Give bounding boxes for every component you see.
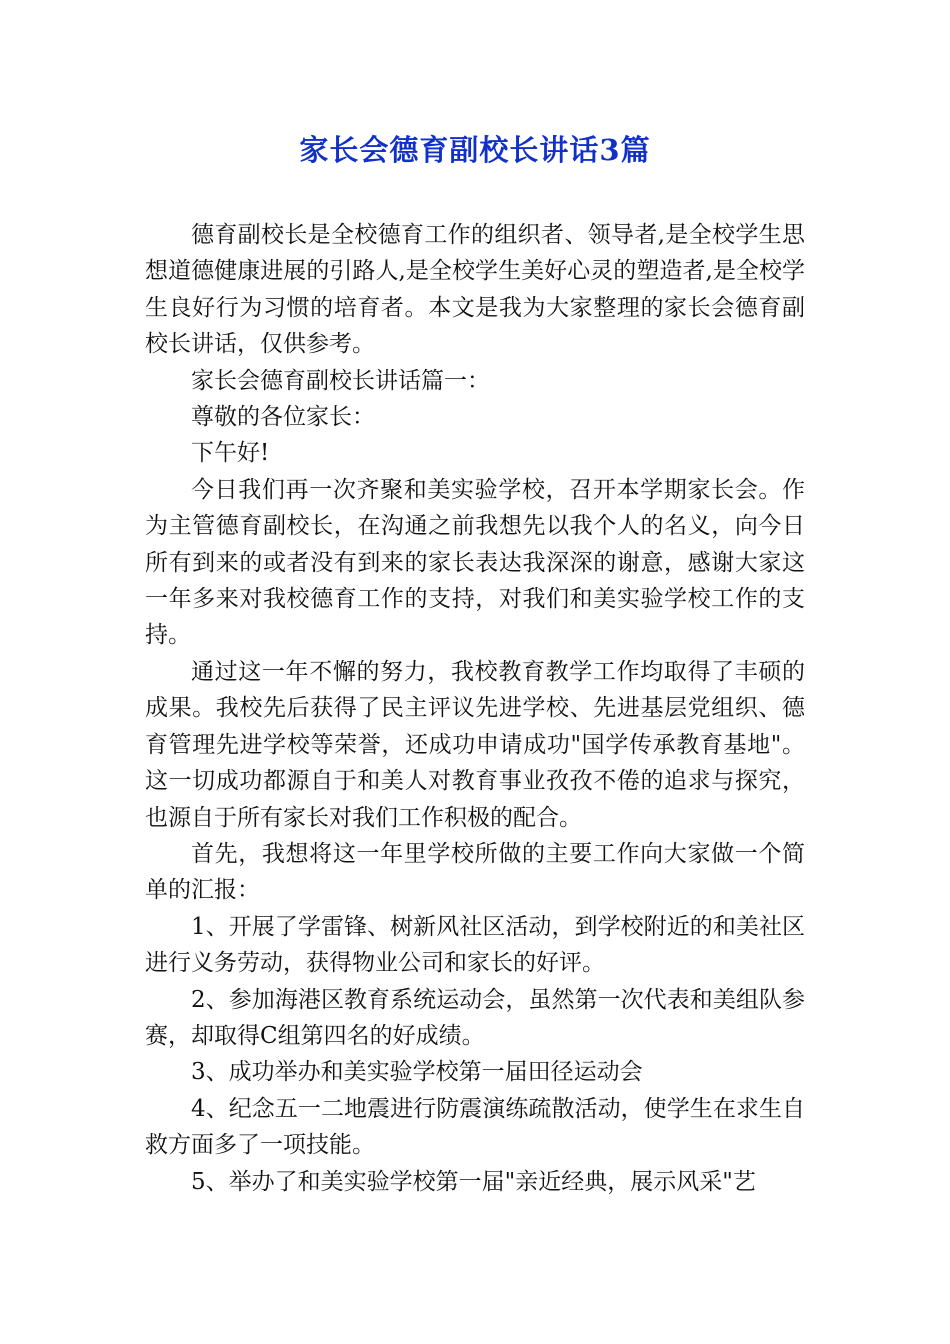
- paragraph-achievements: 通过这一年不懈的努力，我校教育教学工作均取得了丰硕的成果。我校先后获得了民主评议先进学校、先进基层党组织、德育管理先进学校等荣誉，还成功申请成功"国学传承教育基地"。这一切成功都源自于和美人对教育事业孜孜不倦的追求与探究，也源自于所有家长对我们工作积极的配合。: [145, 658, 805, 831]
- list-item: 2、参加海港区教育系统运动会，虽然第一次代表和美组队参赛，却取得C组第四名的好成绩。: [145, 986, 805, 1049]
- list-item: 1、开展了学雷锋、树新风社区活动，到学校附近的和美社区进行义务劳动，获得物业公司和家长的好评。: [145, 913, 805, 977]
- list-item: 3、成功举办和美实验学校第一届田径运动会: [191, 1059, 643, 1086]
- paragraph-report-intro: 首先，我想将这一年里学校所做的主要工作向大家做一个简单的汇报：: [145, 840, 805, 904]
- paragraph-opening: 今日我们再一次齐聚和美实验学校，召开本学期家长会。作为主管德育副校长，在沟通之前我想先以我个人的名义，向今日所有到来的或者没有到来的家长表达我深深的谢意，感谢大家这一年多来对我校德育工作的支持，对我们和美实验学校工作的支持。: [145, 476, 805, 649]
- paragraph-greeting: 下午好!: [191, 440, 270, 467]
- list-item: 5、举办了和美实验学校第一届"亲近经典，展示风采"艺: [191, 1168, 756, 1195]
- list-item: 4、纪念五一二地震进行防震演练疏散活动，使学生在求生自救方面多了一项技能。: [145, 1095, 805, 1159]
- paragraph-section-heading: 家长会德育副校长讲话篇一：: [191, 367, 490, 394]
- document-body: [145, 217, 805, 1200]
- paragraph-salutation: 尊敬的各位家长：: [191, 404, 375, 431]
- document-title: 家长会德育副校长讲话3篇: [299, 133, 651, 167]
- paragraph-intro: 德育副校长是全校德育工作的组织者、领导者,是全校学生思想道德健康进展的引路人,是全校学生美好心灵的塑造者,是全校学生良好行为习惯的培育者。本文是我为大家整理的家长会德育副校长讲话，仅供参考。: [145, 222, 805, 358]
